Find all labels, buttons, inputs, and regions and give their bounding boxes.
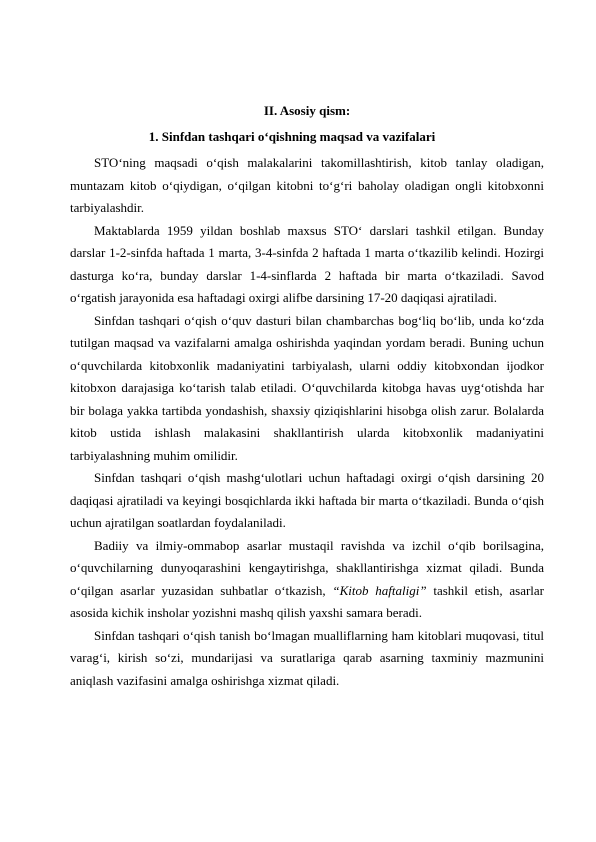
document-page [70, 100, 544, 692]
paragraph-2: Maktablarda 1959 yildan boshlab maxsus STO‘ darslari tashkil etilgan. Bunday darslar 1-2-sinfda haftada 1 marta, 3-4-sinfda 2 haftada 1 marta o‘tkazilib kelindi. Hozirgi dasturga ko‘ra, bunday darslar 1-4-sinflarda 2 haftada bir marta o‘tkaziladi. Savod o‘rgatish jarayonida esa haftadagi oxirgi alifbe darsining 17-20 daqiqasi ajratiladi. [70, 222, 544, 305]
kitob-haftaligi-italic: “Kitob haftaligi” [332, 582, 427, 598]
section-subheading: 1. Sinfdan tashqari o‘qishning maqsad va vazifalari [148, 129, 436, 144]
paragraph-5 [70, 535, 544, 625]
paragraph-6: Sinfdan tashqari o‘qish tanish bo‘lmagan mualliflarning ham kitoblari muqovasi, titul varag‘i, kirish so‘zi, mundarijasi va suratlariga qarab asarning taxminiy mazmunini aniqlash vazifasini amalga oshirishga xizmat qiladi. [70, 627, 544, 688]
paragraph-5-text-after: tashkil etish, asarlar asosida kichik insholar yozishni mashq qilish yaxshi samara beradi. [70, 582, 545, 620]
paragraph-5-text-before: Badiiy va ilmiy-ommabop asarlar mustaqil ravishda va izchil o‘qib borilsagina, o‘quvchilarning dunyoqarashini kengaytirishga, shakllantirishga xizmat qiladi. Bunda o‘qilgan asarlar yuzasidan suhbatlar o‘tkazish, [70, 537, 544, 598]
paragraph-3: Sinfdan tashqari o‘qish o‘quv dasturi bilan chambarchas bog‘liq bo‘lib, unda ko‘zda tutilgan maqsad va vazifalarni amalga oshirishda yaqindan yordam beradi. Buning uchun o‘quvchilarda kitobxonlik madaniyatini tarbiyalash, ularni oddiy kitobxondan ijodkor kitobxon darajasiga ko‘tarish talab etiladi. O‘quvchilarda kitobga havas uyg‘otishda har bir bolaga yakka tartibda yondashish, shaxsiy qiziqishlarini hisobga olish zarur. Bolalarda kitob ustida ishlash malakasini shakllantirish ularda kitobxonlik madaniyatini tarbiyalashning muhim omilidir. [70, 312, 544, 463]
section-heading: II. Asosiy qism: [263, 103, 351, 118]
paragraph-1: STO‘ning maqsadi o‘qish malakalarini takomillashtirish, kitob tanlay oladigan, muntazam kitob o‘qiydigan, o‘qilgan kitobni to‘g‘ri baholay oladigan ongli kitobxonni tarbiyalashdir. [70, 155, 544, 215]
paragraph-4: Sinfdan tashqari o‘qish mashg‘ulotlari uchun haftadagi oxirgi o‘qish darsining 20 daqiqasi ajratiladi va keyingi bosqichlarda ikki haftada bir marta o‘tkaziladi. Bunda o‘qish uchun ajratilgan soatlardan foydalaniladi. [70, 470, 544, 530]
